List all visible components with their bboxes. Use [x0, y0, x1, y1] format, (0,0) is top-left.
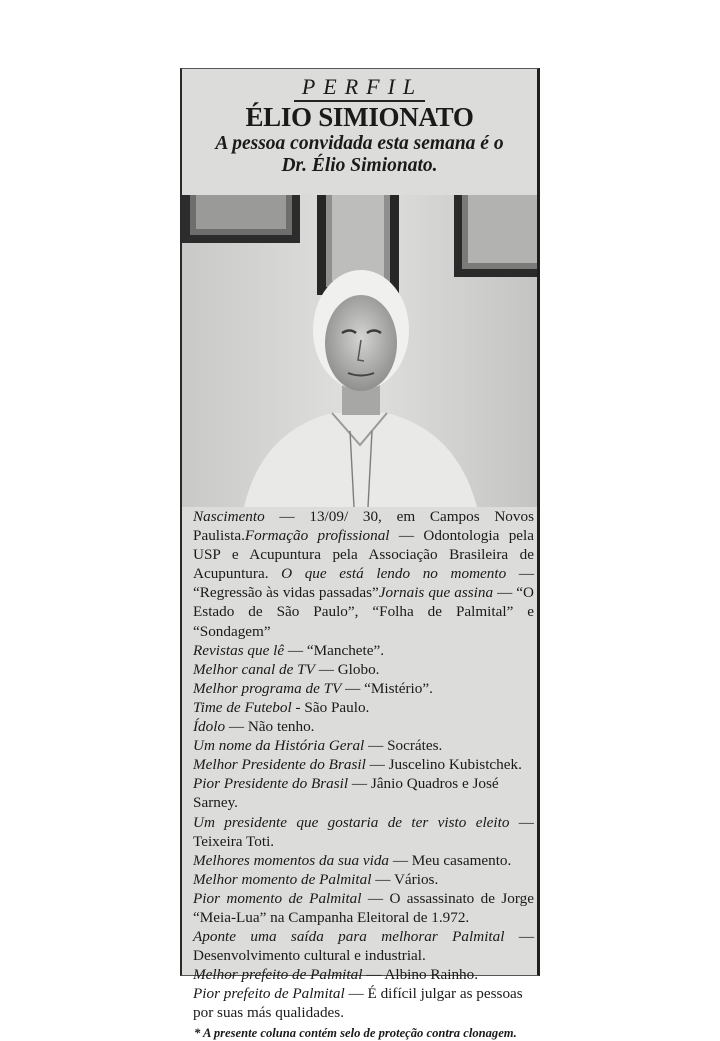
wall-frame-right: [454, 195, 537, 277]
entry-row: Melhor Presidente do Brasil — Juscelino Kubistchek.: [193, 756, 522, 774]
entry-row: Time de Futebol - São Paulo.: [193, 698, 370, 716]
entry-row: Aponte uma saída para melhorar Palmital — Desenvolvimento cultural e industrial.: [193, 928, 535, 965]
entry-row: Melhor programa de TV — “Mistério”.: [193, 679, 433, 697]
newspaper-clipping: [180, 68, 540, 1040]
entry-row: Revistas que lê — “Manchete”.: [193, 641, 385, 659]
entry-row: Melhor prefeito de Palmital — Albino Rainho.: [193, 966, 479, 984]
entry-row: Pior momento de Palmital — O assassinato de Jorge “Meia-Lua” na Campanha Eleitoral de 1.972.: [193, 889, 535, 926]
entry-row: Um presidente que gostaria de ter visto eleito — Teixeira Toti.: [193, 813, 534, 850]
entry-row: Melhor momento de Palmital — Vários.: [193, 870, 439, 888]
footnote: * A presente coluna contém selo de proteção contra clonagem.: [194, 1025, 517, 1040]
lead-line-2: Dr. Élio Simionato.: [281, 155, 438, 176]
wall-frame-left: [182, 195, 300, 243]
section-kicker: PERFIL: [182, 75, 537, 99]
portrait-photo: [182, 195, 537, 507]
profile-name: ÉLIO SIMIONATO: [245, 102, 474, 132]
entry-row: Melhores momentos da sua vida — Meu casamento.: [193, 851, 512, 869]
entry-row: Pior Presidente do Brasil — Jânio Quadros e José Sarney.: [193, 775, 499, 812]
entry-block-1: Nascimento — 13/09/ 30, em Campos Novos Paulista.Formação profissional — Odontologia pela USP e Acupuntura pela Associação Brasileira de Acupuntura. O que está lendo no momento — “Regressão às vidas passadas”Jornais que assina — “O Estado de São Paulo”, “Folha de Palmital” e “Sondagem”: [193, 508, 535, 640]
entry-row: Melhor canal de TV — Globo.: [193, 660, 380, 678]
interview-body: [182, 507, 537, 1041]
entry-row: Um nome da História Geral — Socrátes.: [193, 737, 443, 755]
entry-row: Pior prefeito de Palmital — É difícil julgar as pessoas por suas más qualidades.: [193, 985, 523, 1022]
lead-line-1: A pessoa convidada esta semana é o: [215, 133, 504, 154]
entry-row: Ídolo — Não tenho.: [193, 718, 315, 736]
clipping-header: [182, 75, 537, 177]
